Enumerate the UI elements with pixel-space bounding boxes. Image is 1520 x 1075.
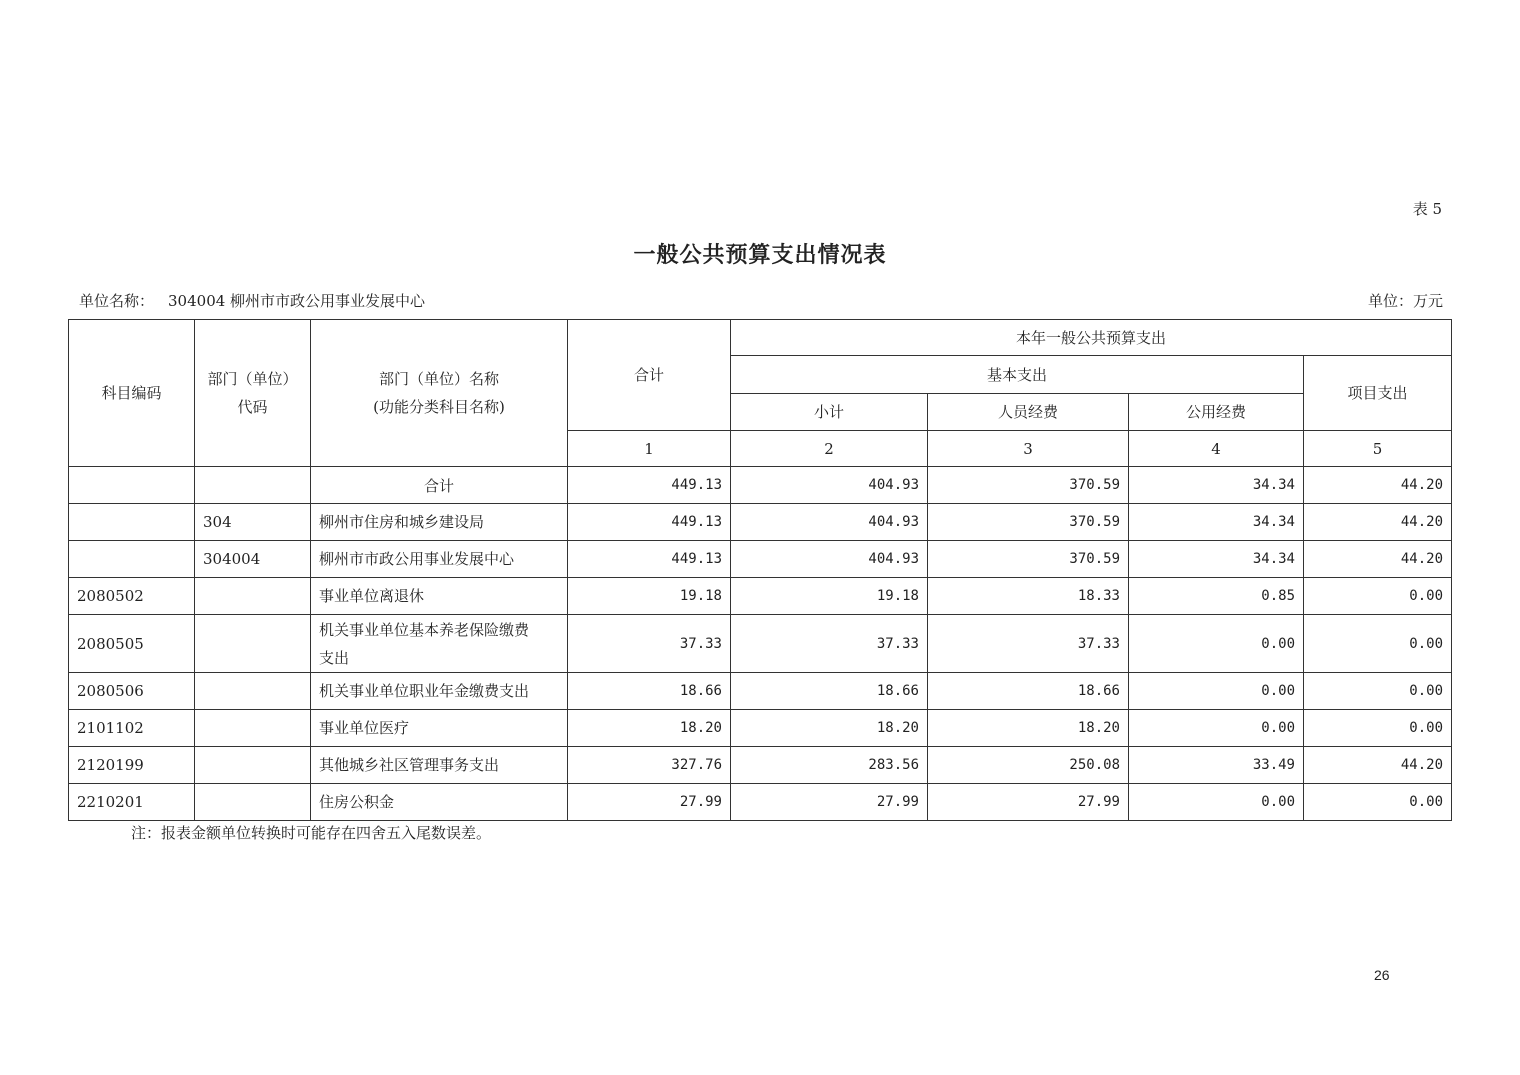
subtotal-cell: 283.56: [731, 747, 928, 784]
total-cell: 449.13: [568, 541, 731, 578]
table-row: [69, 578, 1452, 615]
subtotal-cell: 18.66: [731, 673, 928, 710]
footnote: 注：报表金额单位转换时可能存在四舍五入尾数误差。: [131, 824, 492, 842]
header-project: 项目支出: [1304, 356, 1452, 431]
subtotal-cell: 37.33: [731, 615, 928, 673]
personnel-cell: 370.59: [928, 467, 1129, 504]
dept-code-cell: [195, 710, 311, 747]
public-cell: 0.00: [1129, 784, 1304, 821]
public-cell: 0.00: [1129, 615, 1304, 673]
header-total: 合计: [568, 320, 731, 431]
header-personnel: 人员经费: [928, 394, 1129, 431]
dept-code-cell: [195, 747, 311, 784]
project-cell: 44.20: [1304, 504, 1452, 541]
header-dept-code-line1: 部门（单位）: [207, 370, 298, 388]
subject-code-cell: 2080506: [69, 673, 195, 710]
dept-code-cell: [195, 615, 311, 673]
dept-code-cell: [195, 467, 311, 504]
unit-name-label: 单位名称：: [79, 292, 155, 310]
header-col-2: 2: [731, 431, 928, 467]
table-number: 表 5: [1412, 200, 1442, 218]
subject-code-cell: [69, 504, 195, 541]
personnel-cell: 18.20: [928, 710, 1129, 747]
personnel-cell: 18.33: [928, 578, 1129, 615]
unit-name-value: 304004 柳州市市政公用事业发展中心: [168, 292, 426, 310]
unit-name-line: [79, 290, 425, 311]
header-dept-code: [195, 320, 311, 467]
dept-code-cell: 304: [195, 504, 311, 541]
header-col-3: 3: [928, 431, 1129, 467]
dept-code-cell: [195, 784, 311, 821]
dept-name-cell: 住房公积金: [311, 784, 568, 821]
public-cell: 34.34: [1129, 504, 1304, 541]
dept-name-cell: [311, 615, 568, 673]
header-public: 公用经费: [1129, 394, 1304, 431]
table-row: [69, 615, 1452, 673]
subtotal-cell: 19.18: [731, 578, 928, 615]
project-cell: 44.20: [1304, 747, 1452, 784]
subject-code-cell: 2120199: [69, 747, 195, 784]
table-row: [69, 541, 1452, 578]
table-row: [69, 710, 1452, 747]
page-title: 一般公共预算支出情况表: [633, 242, 887, 268]
dept-code-cell: 304004: [195, 541, 311, 578]
project-cell: 0.00: [1304, 615, 1452, 673]
total-cell: 18.66: [568, 673, 731, 710]
header-dept-name-line2: (功能分类科目名称): [373, 398, 505, 416]
public-cell: 33.49: [1129, 747, 1304, 784]
dept-code-cell: [195, 578, 311, 615]
personnel-cell: 27.99: [928, 784, 1129, 821]
subtotal-cell: 404.93: [731, 541, 928, 578]
personnel-cell: 370.59: [928, 504, 1129, 541]
public-cell: 34.34: [1129, 541, 1304, 578]
dept-name-cell: 柳州市住房和城乡建设局: [311, 504, 568, 541]
dept-name-cell: 柳州市市政公用事业发展中心: [311, 541, 568, 578]
total-cell: 19.18: [568, 578, 731, 615]
dept-code-cell: [195, 673, 311, 710]
subject-code-cell: [69, 541, 195, 578]
header-col-4: 4: [1129, 431, 1304, 467]
total-cell: 27.99: [568, 784, 731, 821]
project-cell: 0.00: [1304, 710, 1452, 747]
total-cell: 449.13: [568, 504, 731, 541]
personnel-cell: 250.08: [928, 747, 1129, 784]
total-cell: 18.20: [568, 710, 731, 747]
table-row: [69, 673, 1452, 710]
table-row: [69, 504, 1452, 541]
dept-name-cell: 其他城乡社区管理事务支出: [311, 747, 568, 784]
subject-code-cell: 2080502: [69, 578, 195, 615]
subtotal-cell: 404.93: [731, 504, 928, 541]
table-row: [69, 747, 1452, 784]
header-col-5: 5: [1304, 431, 1452, 467]
project-cell: 0.00: [1304, 673, 1452, 710]
subtotal-cell: 27.99: [731, 784, 928, 821]
page-number: 26: [1374, 967, 1390, 983]
header-basic: 基本支出: [731, 356, 1304, 394]
personnel-cell: 18.66: [928, 673, 1129, 710]
subject-code-cell: 2080505: [69, 615, 195, 673]
subtotal-cell: 404.93: [731, 467, 928, 504]
public-cell: 0.85: [1129, 578, 1304, 615]
budget-table: [68, 319, 1452, 821]
project-cell: 44.20: [1304, 467, 1452, 504]
dept-name-cell: 事业单位离退休: [311, 578, 568, 615]
total-cell: 449.13: [568, 467, 731, 504]
table-row: [69, 467, 1452, 504]
project-cell: 44.20: [1304, 541, 1452, 578]
table-row: [69, 784, 1452, 821]
dept-name-cell: 机关事业单位职业年金缴费支出: [311, 673, 568, 710]
public-cell: 34.34: [1129, 467, 1304, 504]
personnel-cell: 370.59: [928, 541, 1129, 578]
subtotal-cell: 18.20: [731, 710, 928, 747]
dept-name-line2: 支出: [319, 648, 350, 667]
public-cell: 0.00: [1129, 673, 1304, 710]
dept-name-line1: 机关事业单位基本养老保险缴费: [319, 620, 530, 639]
subject-code-cell: 2101102: [69, 710, 195, 747]
header-dept-code-line2: 代码: [237, 398, 268, 416]
subject-code-cell: 2210201: [69, 784, 195, 821]
project-cell: 0.00: [1304, 784, 1452, 821]
header-subject-code: 科目编码: [69, 320, 195, 467]
public-cell: 0.00: [1129, 710, 1304, 747]
header-dept-name-line1: 部门（单位）名称: [378, 370, 499, 388]
personnel-cell: 37.33: [928, 615, 1129, 673]
project-cell: 0.00: [1304, 578, 1452, 615]
header-subtotal: 小计: [731, 394, 928, 431]
header-dept-name: [311, 320, 568, 467]
header-current-year: 本年一般公共预算支出: [731, 320, 1452, 356]
header-col-1: 1: [568, 431, 731, 467]
currency-unit: 单位：万元: [1367, 292, 1443, 310]
total-cell: 327.76: [568, 747, 731, 784]
dept-name-cell: 合计: [311, 467, 568, 504]
dept-name-cell: 事业单位医疗: [311, 710, 568, 747]
total-cell: 37.33: [568, 615, 731, 673]
subject-code-cell: [69, 467, 195, 504]
